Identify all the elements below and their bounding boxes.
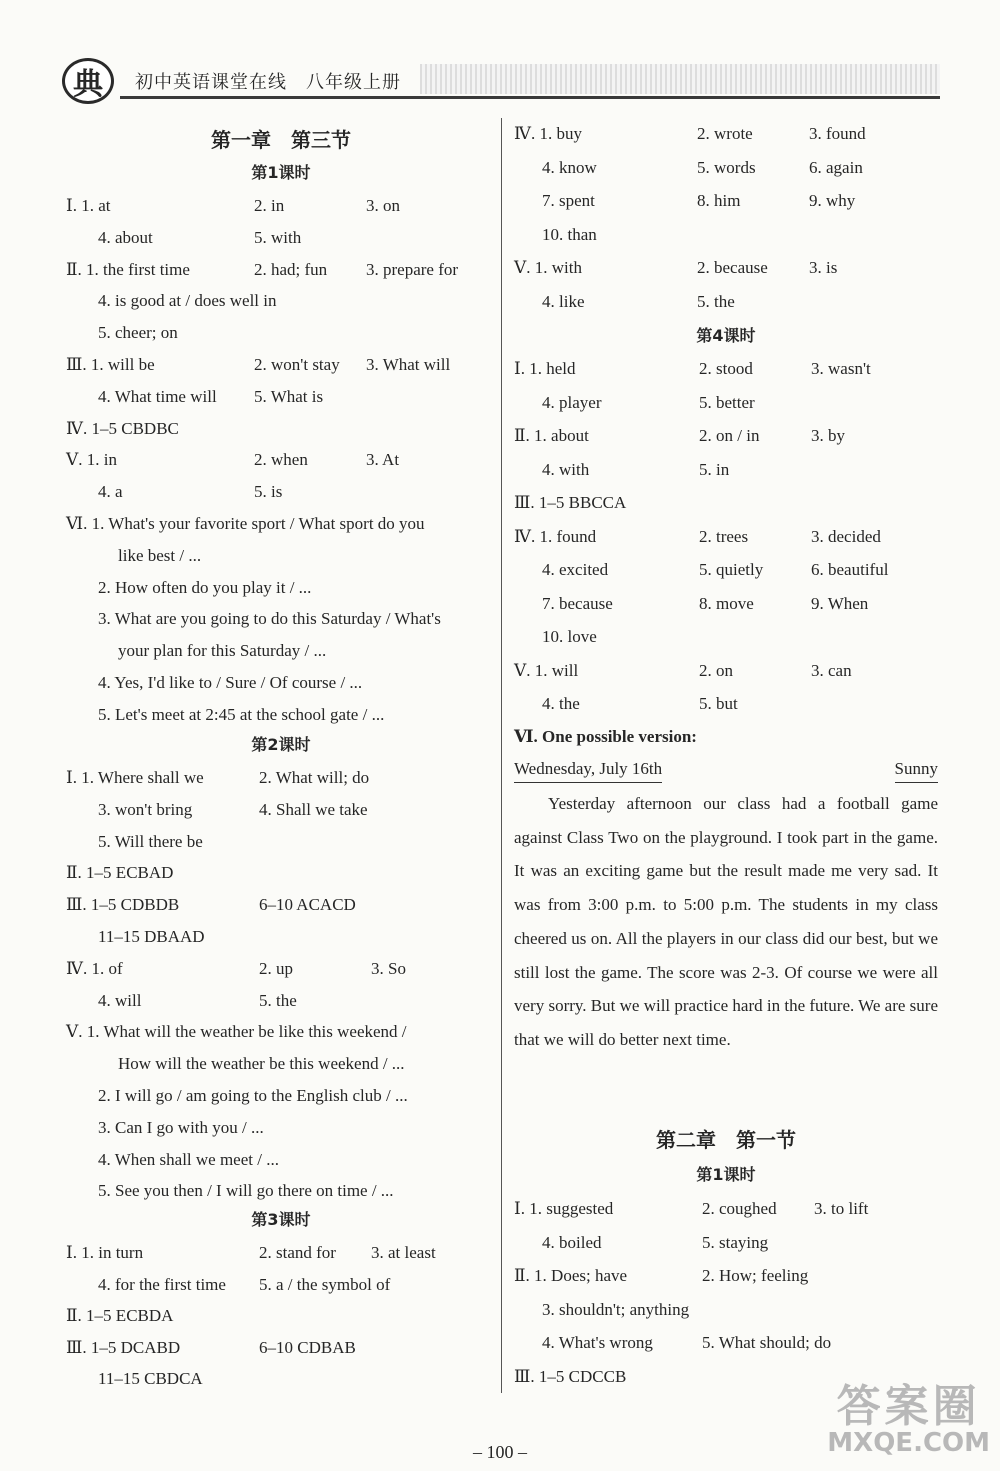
answer-item: Ⅲ. 1–5 BBCCA	[514, 493, 627, 512]
answer-item: 2. I will go / am going to the English club / ...	[98, 1086, 408, 1105]
answer-item: 2. had; fun	[254, 259, 328, 279]
answer-item: 5. Let's meet at 2:45 at the school gate / ...	[98, 704, 385, 724]
answer-item: 8. him	[697, 191, 741, 210]
answer-line	[514, 387, 938, 419]
answer-item: 4. What's wrong	[542, 1333, 653, 1353]
answer-line	[66, 889, 496, 921]
answer-item: 5. staying	[702, 1232, 769, 1252]
answer-line	[66, 1269, 496, 1301]
answer-line	[514, 118, 938, 150]
answer-line	[514, 554, 938, 586]
answer-line	[66, 857, 496, 889]
answer-item: Ⅰ. 1. suggested	[514, 1199, 614, 1218]
answer-item: 2. won't stay	[254, 355, 340, 374]
answer-line	[514, 353, 938, 385]
answer-line	[514, 152, 938, 184]
answer-line	[66, 1332, 496, 1364]
answer-item: 2. because	[697, 258, 768, 277]
watermark-url: MXQE.COM	[827, 1428, 990, 1458]
answer-line	[66, 1363, 496, 1395]
answer-item: 4. with	[542, 459, 590, 479]
answer-item: 3. by	[811, 426, 845, 445]
answer-line	[514, 219, 938, 251]
answer-item: 2. wrote	[697, 124, 753, 143]
answer-item: Ⅱ. 1. Does; have	[514, 1266, 628, 1286]
answer-item: 5. Will there be	[98, 831, 203, 851]
diary-header	[514, 756, 938, 786]
answer-item: 10. than	[542, 224, 597, 244]
answer-line	[66, 826, 496, 858]
answer-line	[66, 985, 496, 1017]
answer-line	[514, 286, 938, 318]
answer-item: 3. decided	[811, 526, 881, 546]
lesson-title: 第1课时	[696, 1165, 756, 1184]
page-header	[60, 58, 940, 102]
answer-item: 5. What is	[254, 386, 324, 406]
answer-item: Ⅱ. 1. the first time	[66, 259, 190, 279]
answer-item: 2. trees	[699, 526, 749, 546]
answer-item: 3. to lift	[814, 1199, 869, 1218]
answer-line	[66, 1016, 496, 1048]
answer-line	[66, 349, 496, 381]
answer-line	[66, 190, 496, 222]
answer-item: 5. is	[254, 482, 283, 502]
answer-item: 4. player	[542, 392, 602, 412]
essay-paragraph: Yesterday afternoon our class had a football game against Class Two on the playground. I took part in the game. It was an exciting game but the result made me very sad. It was from 3:00 p.m. to 5:00 p.m. The students in my class cheered us on. All the players in our class did our best, but we still lost the game. The score was 2-3. Of course we were all very sorry. But we will practice hard in the future. We are sure that we will do better next time.	[514, 794, 938, 1049]
chapter-title: 第二章 第一节	[656, 1128, 796, 1152]
answer-item: Ⅲ. 1–5 CDCCB	[514, 1367, 627, 1386]
answer-line	[66, 603, 496, 635]
answer-line	[514, 1260, 938, 1292]
answer-item: like best / ...	[118, 545, 202, 565]
answer-item: 3. What are you going to do this Saturday / What's	[98, 609, 441, 629]
answer-line	[66, 508, 496, 540]
answer-line	[66, 1080, 496, 1112]
answer-item: 3. at least	[371, 1243, 436, 1262]
answer-item: 5. the	[259, 990, 297, 1010]
watermark	[827, 1370, 990, 1458]
answer-item: 3. Can I go with you / ...	[98, 1117, 264, 1137]
book-logo: 典	[62, 58, 114, 104]
answer-line	[66, 1112, 496, 1144]
answer-line	[514, 688, 938, 720]
answer-line	[66, 635, 496, 667]
answer-item: 3. wasn't	[811, 359, 871, 378]
answer-item: 4. know	[542, 157, 597, 177]
answer-item: How will the weather be this weekend / ...	[118, 1054, 405, 1074]
answer-line	[66, 699, 496, 731]
answer-item: 2. on / in	[699, 426, 760, 445]
answer-item: 6. again	[809, 157, 863, 177]
answer-line	[66, 317, 496, 349]
answer-item: 2. What will; do	[259, 768, 370, 787]
answer-item: 8. move	[699, 593, 754, 613]
answer-line	[66, 285, 496, 317]
answer-item: 3. prepare for	[366, 259, 459, 279]
answer-item: 3. on	[366, 196, 400, 215]
answer-item: Ⅲ. 1–5 DCABD	[66, 1337, 181, 1357]
answer-item: 2. when	[254, 450, 308, 470]
column-divider	[501, 118, 502, 1393]
diary-date: Wednesday, July 16th	[514, 756, 662, 783]
answer-item: Ⅲ. 1–5 CDBDB	[66, 895, 180, 915]
answer-item: 3. What will	[366, 355, 451, 374]
answer-line	[66, 572, 496, 604]
answer-item: 5. words	[697, 157, 756, 177]
answer-line	[514, 185, 938, 217]
answer-item: 4. for the first time	[98, 1274, 226, 1294]
answer-line	[66, 953, 496, 985]
answer-item: 5. the	[697, 291, 735, 311]
answer-item: 2. How often do you play it / ...	[98, 577, 312, 597]
answer-item: 3. can	[811, 660, 852, 680]
answer-item: 3. shouldn't; anything	[542, 1299, 690, 1319]
answer-item: 4. Yes, I'd like to / Sure / Of course / ...	[98, 673, 363, 692]
answer-line	[66, 413, 496, 445]
answer-line	[514, 655, 938, 687]
answer-line	[66, 222, 496, 254]
answer-item: 9. When	[811, 593, 869, 613]
answer-line	[514, 1193, 938, 1225]
answer-item: Ⅰ. 1. in turn	[66, 1243, 144, 1262]
answer-item: 5. What should; do	[702, 1333, 832, 1353]
answer-item: 5. but	[699, 694, 738, 713]
answer-line	[66, 921, 496, 953]
answer-line	[514, 252, 938, 284]
answer-line	[514, 521, 938, 553]
answer-item: 2. coughed	[702, 1199, 777, 1218]
answer-item: 5. in	[699, 459, 730, 479]
answer-item: 2. stand for	[259, 1243, 336, 1262]
answer-item: 3. won't bring	[98, 799, 193, 819]
answer-item: Ⅳ. 1. of	[66, 958, 123, 978]
answer-item: 5. with	[254, 227, 302, 247]
lesson-title: 第4课时	[696, 326, 756, 345]
answer-item: Ⅴ. 1. in	[66, 450, 117, 470]
answer-item: Ⅳ. 1–5 CBDBC	[66, 418, 179, 438]
answer-line	[66, 667, 496, 699]
answer-item: 3. found	[809, 124, 866, 143]
answer-item: 2. up	[259, 958, 293, 978]
answer-item: 4. boiled	[542, 1232, 602, 1252]
answer-item: 4. When shall we meet / ...	[98, 1149, 279, 1169]
answer-line	[66, 254, 496, 286]
section-heading: Ⅵ. One possible version:	[514, 727, 697, 746]
chapter-title: 第一章 第三节	[211, 128, 351, 152]
answer-item: 4. excited	[542, 560, 609, 579]
header-decoration-band	[420, 64, 940, 94]
answer-item: Ⅵ. 1. What's your favorite sport / What sport do you	[66, 514, 425, 533]
answer-item: 7. because	[542, 593, 613, 613]
answer-line	[514, 454, 938, 486]
answer-item: 3. At	[366, 450, 400, 470]
diary-weather: Sunny	[895, 756, 938, 783]
answer-item: Ⅴ. 1. What will the weather be like this weekend /	[66, 1022, 407, 1042]
answer-item: 4. What time will	[98, 386, 217, 406]
answer-line	[66, 794, 496, 826]
answer-line	[514, 487, 938, 519]
answer-line	[66, 540, 496, 572]
header-rule	[120, 96, 940, 99]
answer-line	[66, 762, 496, 794]
answer-item: 4. the	[542, 694, 580, 713]
answer-item: 2. stood	[699, 359, 753, 378]
answer-item: 4. a	[98, 482, 123, 502]
answer-item: Ⅱ. 1–5 ECBDA	[66, 1306, 174, 1326]
answer-item: 7. spent	[542, 191, 595, 210]
answer-item: 3. So	[371, 958, 406, 978]
answer-item: Ⅱ. 1. about	[514, 426, 589, 445]
lesson-title: 第2课时	[251, 735, 311, 754]
answer-item: 11–15 CBDCA	[98, 1369, 203, 1389]
answer-item: Ⅴ. 1. will	[514, 660, 579, 680]
answer-item: 3. is	[809, 258, 838, 277]
answer-item: Ⅳ. 1. found	[514, 526, 597, 546]
answer-line	[514, 1327, 938, 1359]
answer-item: 5. quietly	[699, 560, 764, 579]
answer-item: 5. See you then / I will go there on time / ...	[98, 1181, 394, 1201]
answer-item: Ⅱ. 1–5 ECBAD	[66, 863, 174, 883]
answer-item: 6. beautiful	[811, 560, 889, 579]
answer-item: Ⅰ. 1. held	[514, 359, 576, 378]
answer-item: 4. Shall we take	[259, 799, 368, 819]
answer-item: 5. cheer; on	[98, 323, 178, 343]
answer-item: 9. why	[809, 191, 856, 210]
answer-item: 2. How; feeling	[702, 1266, 809, 1286]
answer-item: Ⅰ. 1. Where shall we	[66, 768, 204, 787]
answer-item: Ⅰ. 1. at	[66, 196, 111, 215]
answer-item: 4. about	[98, 227, 153, 247]
answer-item: 4. like	[542, 291, 585, 311]
answer-line	[514, 1294, 938, 1326]
answer-item: your plan for this Saturday / ...	[118, 641, 327, 661]
answer-item: Ⅳ. 1. buy	[514, 124, 582, 143]
answer-item: 6–10 ACACD	[259, 895, 356, 915]
answer-line	[514, 1227, 938, 1259]
watermark-logo-text: 答案圈	[836, 1381, 981, 1432]
answer-line	[66, 1175, 496, 1207]
answer-line	[66, 381, 496, 413]
answer-item: 2. in	[254, 196, 285, 215]
answer-line	[514, 621, 938, 653]
lesson-title: 第3课时	[251, 1210, 311, 1229]
answer-item: 5. a / the symbol of	[259, 1274, 391, 1294]
answer-item: 4. will	[98, 990, 142, 1010]
page-number: – 100 –	[473, 1442, 527, 1462]
answer-line	[66, 1048, 496, 1080]
answer-line	[66, 444, 496, 476]
answer-line	[514, 588, 938, 620]
answer-line	[66, 476, 496, 508]
answer-item: 11–15 DBAAD	[98, 927, 205, 946]
answer-item: 4. is good at / does well in	[98, 291, 277, 311]
answer-item: 5. better	[699, 392, 755, 412]
answer-line	[66, 1300, 496, 1332]
answer-line	[66, 1144, 496, 1176]
answer-line	[514, 420, 938, 452]
lesson-title: 第1课时	[251, 163, 311, 182]
answer-item: 10. love	[542, 627, 597, 646]
answer-item: 6–10 CDBAB	[259, 1337, 356, 1357]
header-title: 初中英语课堂在线 八年级上册	[135, 72, 401, 93]
answer-item: 2. on	[699, 660, 733, 680]
answer-line	[66, 1237, 496, 1269]
answer-item: Ⅴ. 1. with	[514, 258, 582, 277]
answer-item: Ⅲ. 1. will be	[66, 355, 155, 374]
